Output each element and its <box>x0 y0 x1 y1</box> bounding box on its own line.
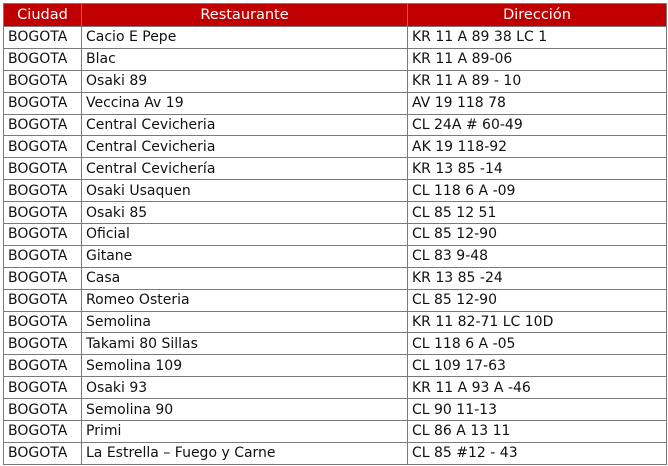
table-row <box>4 245 667 267</box>
city-cell: BOGOTA <box>4 114 82 136</box>
restaurant-cell: Osaki 93 <box>82 377 408 399</box>
city-cell: BOGOTA <box>4 289 82 311</box>
address-cell: AK 19 118-92 <box>408 136 667 158</box>
address-cell: KR 13 85 -14 <box>408 158 667 180</box>
restaurant-table <box>3 3 667 465</box>
address-cell: CL 24A # 60-49 <box>408 114 667 136</box>
address-cell: CL 85 12-90 <box>408 224 667 246</box>
address-cell: KR 11 A 89-06 <box>408 48 667 70</box>
address-cell: KR 11 A 89 - 10 <box>408 70 667 92</box>
city-cell: BOGOTA <box>4 224 82 246</box>
table-row <box>4 136 667 158</box>
city-cell: BOGOTA <box>4 70 82 92</box>
restaurant-cell: Osaki 85 <box>82 202 408 224</box>
table-row <box>4 421 667 443</box>
address-cell: AV 19 118 78 <box>408 92 667 114</box>
city-cell: BOGOTA <box>4 136 82 158</box>
city-cell: BOGOTA <box>4 202 82 224</box>
table-row <box>4 114 667 136</box>
restaurant-cell: Semolina 90 <box>82 399 408 421</box>
restaurant-cell: Central Cevichería <box>82 158 408 180</box>
table-row <box>4 158 667 180</box>
address-cell: CL 86 A 13 11 <box>408 421 667 443</box>
restaurant-cell: La Estrella – Fuego y Carne <box>82 442 408 464</box>
table-row <box>4 224 667 246</box>
city-cell: BOGOTA <box>4 48 82 70</box>
address-cell: CL 90 11-13 <box>408 399 667 421</box>
restaurant-cell: Primi <box>82 421 408 443</box>
city-cell: BOGOTA <box>4 180 82 202</box>
address-cell: KR 11 82-71 LC 10D <box>408 311 667 333</box>
restaurant-cell: Veccina Av 19 <box>82 92 408 114</box>
address-cell: KR 11 A 93 A -46 <box>408 377 667 399</box>
table-row <box>4 27 667 49</box>
restaurant-cell: Takami 80 Sillas <box>82 333 408 355</box>
table-row <box>4 70 667 92</box>
table-row <box>4 399 667 421</box>
table-row <box>4 311 667 333</box>
header-restaurante: Restaurante <box>82 4 408 27</box>
address-cell: CL 83 9-48 <box>408 245 667 267</box>
city-cell: BOGOTA <box>4 267 82 289</box>
table-row <box>4 355 667 377</box>
restaurant-cell: Oficial <box>82 224 408 246</box>
address-cell: KR 11 A 89 38 LC 1 <box>408 27 667 49</box>
table-row <box>4 377 667 399</box>
city-cell: BOGOTA <box>4 333 82 355</box>
restaurant-cell: Gitane <box>82 245 408 267</box>
table-row <box>4 289 667 311</box>
address-cell: KR 13 85 -24 <box>408 267 667 289</box>
address-cell: CL 85 #12 - 43 <box>408 442 667 464</box>
header-direccion: Dirección <box>408 4 667 27</box>
header-ciudad: Ciudad <box>4 4 82 27</box>
address-cell: CL 85 12 51 <box>408 202 667 224</box>
city-cell: BOGOTA <box>4 421 82 443</box>
city-cell: BOGOTA <box>4 377 82 399</box>
city-cell: BOGOTA <box>4 311 82 333</box>
table-row <box>4 267 667 289</box>
city-cell: BOGOTA <box>4 355 82 377</box>
restaurant-cell: Blac <box>82 48 408 70</box>
city-cell: BOGOTA <box>4 399 82 421</box>
city-cell: BOGOTA <box>4 92 82 114</box>
city-cell: BOGOTA <box>4 442 82 464</box>
restaurant-cell: Central Cevicheria <box>82 114 408 136</box>
restaurant-table-container <box>3 3 666 465</box>
restaurant-cell: Osaki Usaquen <box>82 180 408 202</box>
table-row <box>4 180 667 202</box>
city-cell: BOGOTA <box>4 245 82 267</box>
restaurant-cell: Central Cevicheria <box>82 136 408 158</box>
restaurant-cell: Semolina <box>82 311 408 333</box>
address-cell: CL 118 6 A -09 <box>408 180 667 202</box>
address-cell: CL 85 12-90 <box>408 289 667 311</box>
restaurant-cell: Osaki 89 <box>82 70 408 92</box>
table-row <box>4 48 667 70</box>
address-cell: CL 118 6 A -05 <box>408 333 667 355</box>
table-body <box>4 27 667 465</box>
city-cell: BOGOTA <box>4 27 82 49</box>
table-header <box>4 4 667 27</box>
table-row <box>4 202 667 224</box>
table-row <box>4 92 667 114</box>
restaurant-cell: Cacio E Pepe <box>82 27 408 49</box>
address-cell: CL 109 17-63 <box>408 355 667 377</box>
table-row <box>4 442 667 464</box>
restaurant-cell: Semolina 109 <box>82 355 408 377</box>
city-cell: BOGOTA <box>4 158 82 180</box>
restaurant-cell: Casa <box>82 267 408 289</box>
header-row <box>4 4 667 27</box>
restaurant-cell: Romeo Osteria <box>82 289 408 311</box>
table-row <box>4 333 667 355</box>
